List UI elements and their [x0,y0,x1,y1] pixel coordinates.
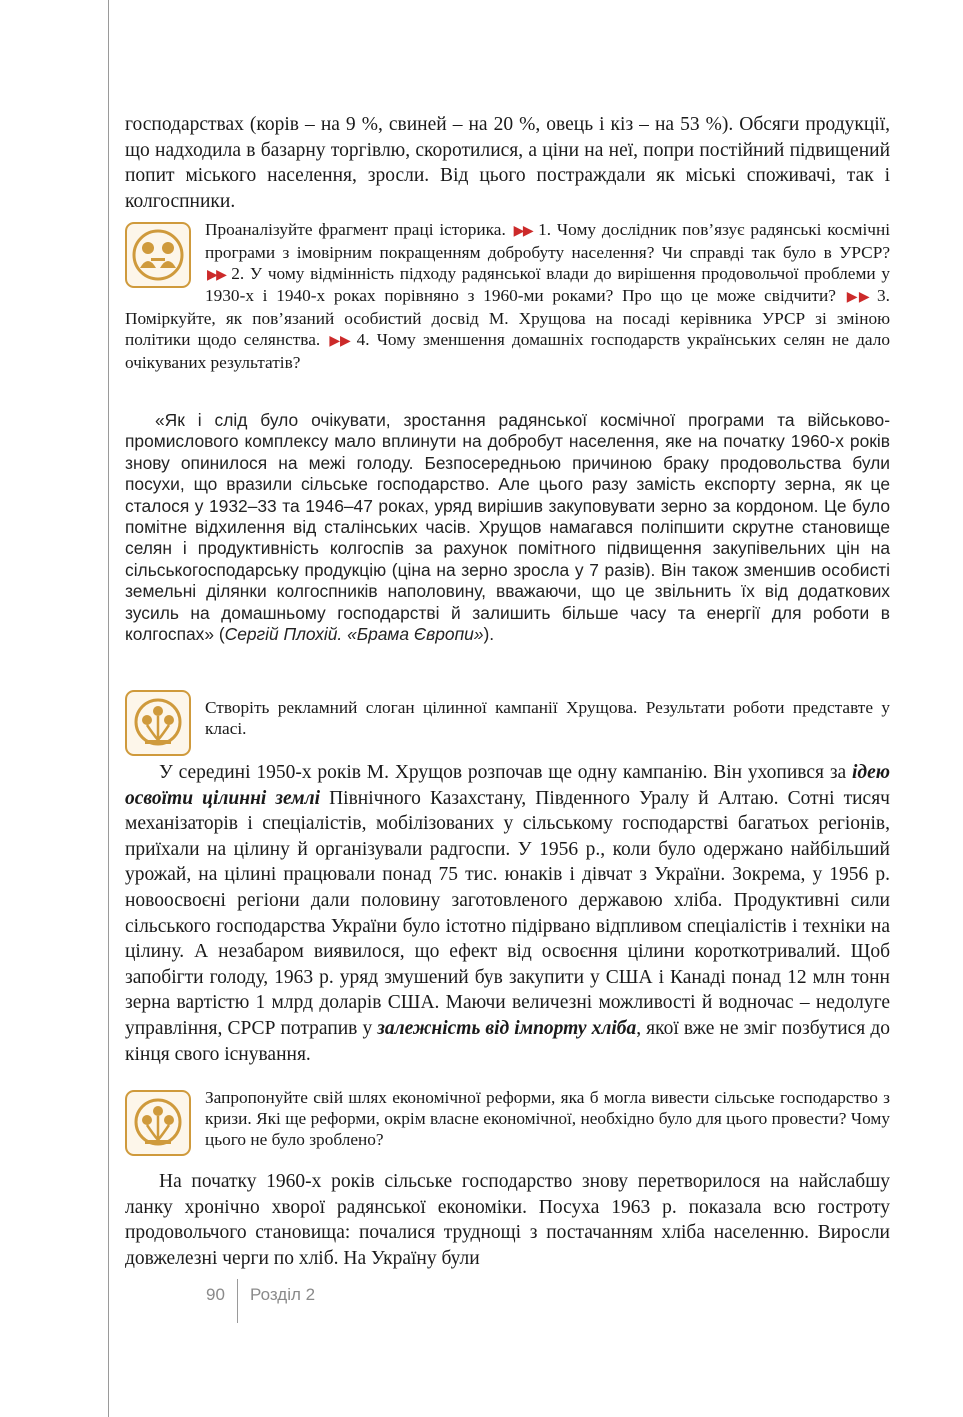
double-arrow-icon: ▶▶ [513,224,533,239]
task-block-reform [125,1088,890,1150]
paragraph-3-text: На початку 1960-х років сільське господарство знову перетворилося на найслабшу ланку хронічно хворої радянської економіки. Посуха 1963 р. показала всю гостроту продовольчого становища: почалися труднощі з постачанням хліба населенню. Виросли довжелезні черги по хліб. На Україну були [125,1171,890,1269]
task-3-text: Запропонуйте свій шлях економічної реформи, яка б могла вивести сільське господарство з кризи. Які ще реформи, окрім власне економічної, необхідно було для цього провести? Чому цього не було зроблено? [205,1088,890,1149]
margin-rule [108,0,109,1417]
line: цього постраждали як міські споживачі, так і колгоспники. [125,165,891,212]
paragraph-2-part-2: Північного Казахстану, Південного Уралу й Алтаю. Сотні тисяч механізаторів і спеціалістів, мобілізованих у сільському господарстві багатьох регіонів, приїхали на цілину й організували радгоспи. У 1956 р., коли було одержано найбільший урожай, на цілині працювали понад 75 тис. юнаків і дівчат з України. Зокрема, у 1956 р. новоосвоєні регіони дали половину заготовленого державою хліба. Продуктивні сили сільського господарства України було істотно підірвано відпливом спеціалістів і техніки на цілину. А незабаром виявилося, що ефект від освоєння цілини короткотривалий. Щоб запобігти голоду, 1963 р. уряд змушений був закупити у США і Канаді понад 12 млн тонн зерна вартістю 1 млрд доларів США. Маючи величезні можливості й водночас – недолуге управління, СРСР потрапив у [125,787,890,1039]
paragraph-1-text [125,112,890,214]
task-1-question-1: 1. Чому дослідник пов’язує радянські космічні програми з імовірним покращенням добробуту населення? Чи справді так було в УРСР? [205,220,890,262]
task-2-text: Створіть рекламний слоган цілинної кампанії Хрущова. Результати роботи представте у класі. [205,698,890,738]
quote-tail: ). [483,624,495,645]
line: господарствах (корів – на 9 %, свиней – на 20 %, овець і кіз – на 53 %). [125,114,734,135]
historian-quote [125,410,890,645]
double-arrow-icon: ▶▶ [207,267,226,283]
line: неї, попри постійний підвищений попит міського населення, зросли. Від [125,139,891,187]
page-number: 90 [206,1285,225,1304]
paragraph-3 [125,1169,890,1271]
quote-text: «Як і слід було очікувати, зростання радянської космічної програми та військово-промислового комплексу мало вплинути на добробут населення, яке на початку 1960-х років знову опинилося на межі голоду. Безпосередньою причиною браку продовольства були посухи, що вразили сільське господарство. Але цього разу замість експорту зерна, як це сталося у 1932–33 та 1946–47 роках, уряд вирішив закуповувати зерно за кордоном. Це було помітне відхилення від сталінських часів. Хрущов намагався поліпшити скрутне становище селян і продуктивність колгоспів за рахунок помітного підвищення закупівельних цін на сільськогосподарську продукцію (ціна на зерно зросла у 7 разів). Він також зменшив особисті земельні ділянки колгоспників наполовину, вважаючи, що це звільнить їх від додаткових зусиль на домашньому господарстві й залишить більше часу та енергії для роботи в колгоспах» ( [125,410,890,645]
section-label: Розділ 2 [250,1285,316,1304]
paragraph-2-part-3: , якої вже не зміг позбутися до кінця свого існування. [125,1017,890,1065]
double-arrow-icon: ▶▶ [846,290,872,306]
key-term-virgin-lands: ідею освоїти цілинні землі [125,762,890,809]
creative-task-icon [125,690,191,756]
task-1-question-2: 2. У чому відмінність підходу радянської влади до вирішення продовольчої проблеми у 1930-х і 1940-х роках порівняно з 1960-ми роками? Про що це може свідчити? [205,263,890,306]
paragraph-2 [125,760,890,1067]
footer-separator [237,1279,238,1323]
task-1-question-4: 4. Чому зменшення домашніх господарств українських селян не дало очікуваних результатів? [125,329,890,372]
task-1-question-3: 3. Поміркуйте, як пов’язаний особистий досвід М. Хрущова на посаді керівника УРСР зі зміною політики щодо селянства. [125,286,890,349]
creative-task-icon [125,1090,191,1156]
paragraph-1 [125,112,890,214]
double-arrow-icon: ▶▶ [329,333,351,349]
line: Обсяги продукції, що надходила в базарну торгівлю, скоротилися, а ціни на [125,114,891,161]
task-block-slogan [125,688,890,740]
task-block-analysis [125,220,890,374]
paragraph-2-part-1: У середині 1950-х років М. Хрущов розпочав ще одну кампанію. Він ухопився за [159,762,853,783]
key-term-grain-import: залежність від імпорту хліба [377,1017,637,1039]
quote-source: Сергій Плохій. «Брама Європи» [224,624,484,645]
paragraph-2-text [125,760,890,1067]
task-1-text [125,220,890,374]
task-1-intro: Проаналізуйте фрагмент праці історика. [205,220,506,239]
discussion-icon [125,222,191,288]
